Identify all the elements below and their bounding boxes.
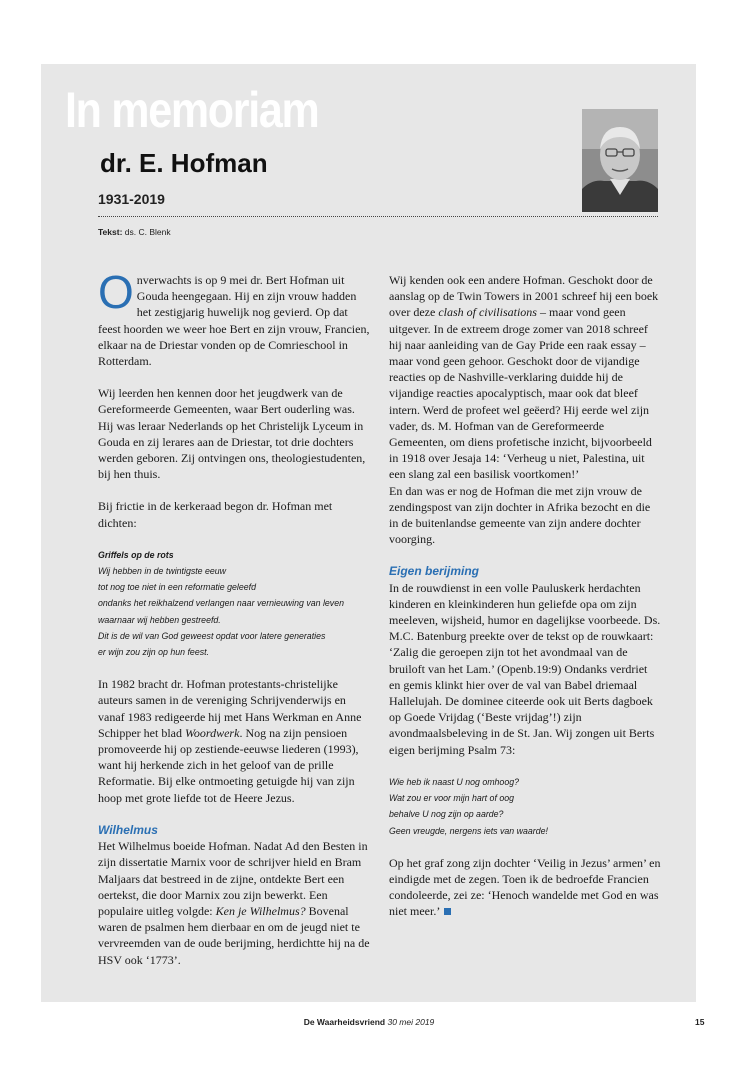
paragraph: Bij frictie in de kerkeraad begon dr. Hofman met dichten:: [98, 499, 333, 530]
subheading-eigen-berijming: Eigen berijming: [389, 564, 480, 579]
header-divider: [98, 216, 658, 217]
poem-line: Wie heb ik naast U nog omhoog?: [389, 776, 519, 787]
publication-date: 30 mei 2019: [387, 1017, 435, 1027]
poem-line: Wij hebben in de twintigste eeuw: [98, 566, 227, 577]
portrait-photo: [582, 109, 658, 212]
paragraph: Onverwachts is op 9 mei dr. Bert Hofman uit Gouda heengegaan. Hij en zijn vrouw hadden het zestigjarig huwelijk nog gevierd. Op dat feest hoorden we weer hoe Bert en zijn vrouw, Francien, elkaar na de Driestar vonden op de Comrieschool in Rotterdam.: [98, 266, 370, 369]
left-column: [98, 266, 370, 984]
drop-cap: O: [98, 266, 134, 318]
page-number: 15: [695, 1017, 705, 1027]
right-column: [389, 272, 661, 936]
footer-publication: [0, 1017, 738, 1027]
poem-title: Griffels op de rots: [98, 549, 174, 560]
subheading-wilhelmus: Wilhelmus: [98, 822, 158, 837]
poem-line: Dit is de wil van God geweest opdat voor latere generaties: [98, 630, 326, 641]
poem-line: ondanks het reikhalzend verlangen naar vernieuwing van leven: [98, 598, 344, 609]
person-name: dr. E. Hofman: [100, 148, 268, 178]
poem-line: behalve U nog zijn op aarde?: [389, 809, 504, 820]
paragraph: Op het graf zong zijn dochter ‘Veilig in Jezus’ armen’ en eindigde met de zegen. Toen ik de bedroefde Francien condoleerde, zei ze: ‘Henoch wandelde met God en was niet meer.’: [389, 855, 661, 919]
poem-line: Wat zou er voor mijn hart of oog: [389, 793, 515, 804]
psalm-block: [389, 774, 661, 839]
paragraph: In 1982 bracht dr. Hofman protestants-christelijke auteurs samen in de vereniging Schrijvenderwijs en vanaf 1983 redigeerde hij met Hans Werkman en Anne Schipper het blad Woordwerk. Nog na zijn pensioen promoveerde hij op zestiende-eeuwse liederen (1993), want hij herkende zich in het geloof van de prille Reformatie. Bij elke ontmoeting getuigde hij van zijn hoop met grote liefde tot de Heere Jezus.: [98, 677, 362, 805]
paragraph: In de rouwdienst in een volle Pauluskerk herdachten kinderen en kleinkinderen hun geliefde opa om zijn meeleven, wijsheid, humor en dagelijkse voorbeede. Ds. M.C. Batenburg preekte over de tekst op de rouwkaart: ‘Zalig die geroepen zijn tot het avondmaal van de bruiloft van het Lam.’ (Openb.19:9) Ondanks verdriet en gemis klinkt hier over de val van Babel driemaal Hallelujah. De dominee citeerde ook uit Berts dagboek op Goede Vrijdag (‘Beste vrijdag’!) zijn avondmaalsbeleving in de St. Jan. Wij zongen uit Berts eigen berijming Psalm 73:: [389, 580, 661, 757]
paragraph: En dan was er nog de Hofman die met zijn vrouw de zendingspost van zijn dochter in Afrika bezocht en die in de buitenlandse gemeente van zijn andere dochter voorging.: [389, 483, 651, 547]
poem-line: Geen vreugde, nergens iets van waarde!: [389, 825, 548, 836]
poem-line: tot nog toe niet in een reformatie geleefd: [98, 582, 256, 593]
byline: [98, 227, 171, 237]
life-years: 1931-2019: [98, 191, 165, 207]
paragraph: Het Wilhelmus boeide Hofman. Nadat Ad den Besten in zijn dissertatie Marnix voor de schrijver hield en Bram Maljaars dat bestreed in de zijne, ontdekte Bert een oertekst, die door Marnix zou zijn bewerkt. Een populaire uitleg volgde: Ken je Wilhelmus? Bovenal waren de psalmen hem dierbaar en om de jeugd niet te vervreemden van de oude berijming, herdichtte hij na de HSV ook ‘1773’.: [98, 839, 370, 967]
section-title: In memoriam: [65, 82, 319, 138]
byline-author: ds. C. Blenk: [124, 227, 171, 237]
publication-name: De Waarheidsvriend: [303, 1017, 386, 1027]
portrait-icon: [582, 109, 658, 212]
end-mark-icon: [444, 908, 451, 915]
poem-block: [98, 547, 370, 660]
poem-line: waarnaar wij hebben gestreefd.: [98, 614, 221, 625]
poem-line: er wijn zou zijn op hun feest.: [98, 647, 210, 658]
byline-label: Tekst:: [98, 227, 123, 237]
paragraph: Wij leerden hen kennen door het jeugdwerk van de Gereformeerde Gemeenten, waar Bert ouderling was. Hij was leraar Nederlands op het Christelijk Lyceum in Gouda en zij lerares aan de Driestar, tot drie dochters werden geboren. Zij ontvingen ons, theologiestudenten, bij hen thuis.: [98, 386, 366, 482]
paragraph: Wij kenden ook een andere Hofman. Geschokt door de aanslag op de Twin Towers in 2001 schreef hij een boek over deze clash of civilisations – maar vond geen uitgever. In de extreem droge zomer van 2018 schreef hij naar aanleiding van de Gay Pride een raak essay – maar vond geen gehoor. Geschokt door de vijandige reacties op de Nashville-verklaring duidde hij de vijandige reacties apocalyptisch, maar ook dat bleef intern. Werd de profeet wel geëerd? Hij eerde wel zijn vader, ds. M. Hofman van de Gereformeerde Gemeenten, om diens profetische inzicht, bijvoorbeeld in 1918 over Jesaja 14: ‘Verheug u niet, Palestina, uit een slang zal een basilisk voortkomen!’: [389, 273, 659, 482]
